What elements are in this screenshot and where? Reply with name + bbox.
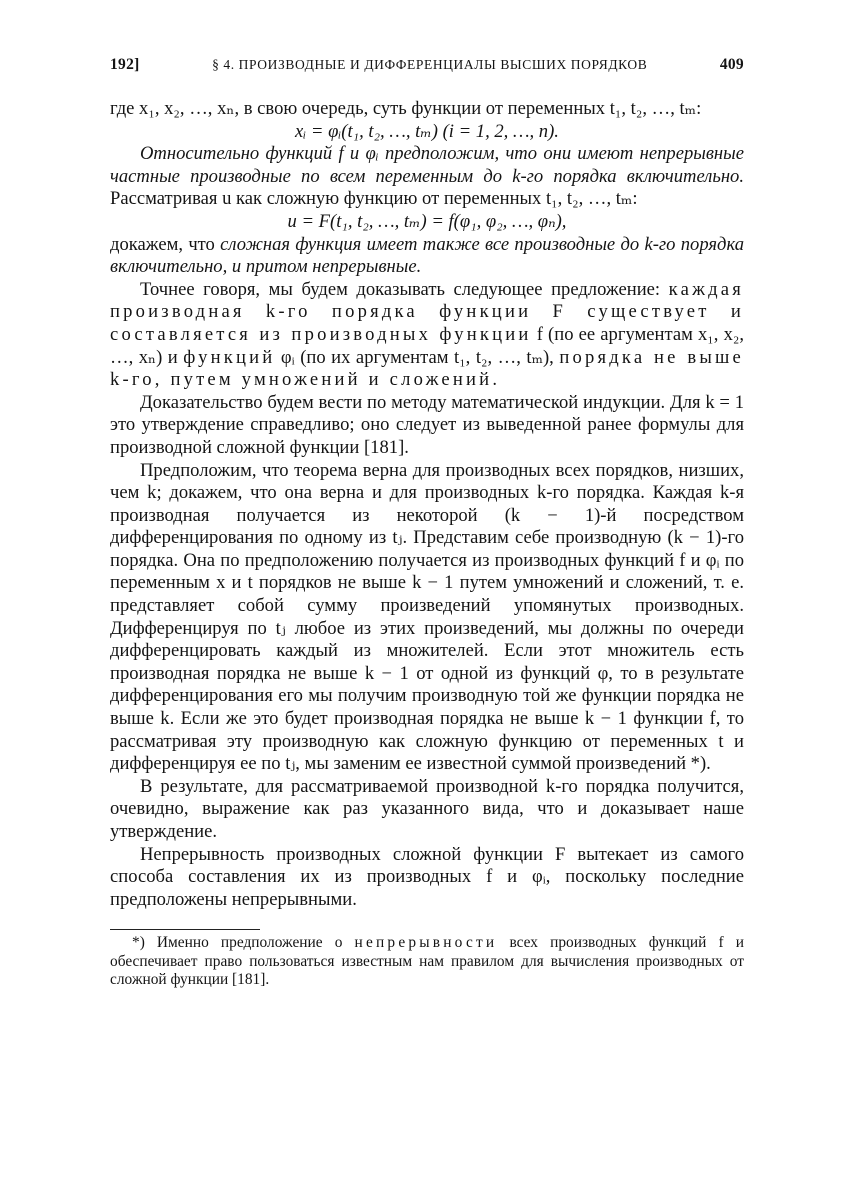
paragraph-8: Непрерывность производных сложной функции F вытекает из самого способа составления их из производных f и φᵢ, поскольку последние предположены непрерывными. xyxy=(110,843,744,910)
paragraph-4-spaced-d: функций xyxy=(183,346,276,368)
section-reference: 192] xyxy=(110,56,140,73)
paragraph-4-spaced-f: порядка не выше k-го, путем умножений и сложений. xyxy=(110,346,744,391)
paragraph-5: Доказательство будем вести по методу математической индукции. Для k = 1 это утверждение справедливо; оно следует из выведенной ранее формулы для производной сложной функции [181]. xyxy=(110,391,744,458)
paragraph-2 xyxy=(110,143,744,211)
footnote-a: *) Именно предположение о xyxy=(132,934,355,952)
paragraph-7: В результате, для рассматриваемой производной k-го порядка получится, очевидно, выражение как раз указанного вида, что и доказывает наше утверждение. xyxy=(110,775,744,842)
footnote xyxy=(110,934,744,989)
paragraph-3-start: докажем, что xyxy=(110,233,221,255)
page-number: 409 xyxy=(719,56,744,73)
footnote-c: всех производных функций f и обеспечивает право пользоваться известным нам правилом для вычисления производных от сложной функции [181]. xyxy=(110,934,744,988)
book-page xyxy=(110,56,744,989)
running-head xyxy=(110,56,744,84)
paragraph-6: Предположим, что теорема верна для производных всех порядков, низших, чем k; докажем, что она верна и для производных k-го порядка. Каждая k-я производная получается из некоторой (k − 1)-й посредством дифференцирования по одному из tⱼ. Представим себе производную (k − 1)-го порядка. Она по предположению получается из производных функций f и φᵢ по переменным x и t порядков не выше k − 1 путем умножений и сложений, т. е. представляет собой сумму произведений упомянутых производных. Дифференцируя по tⱼ любое из этих произведений, мы должны по очереди дифференцировать каждый из множителей. Если этот множитель есть производная порядка не выше k − 1 от одной из функций φ, то в результате дифференцирования его мы получим производную той же функции порядка не выше k. Если же это будет производная порядка не выше k − 1 функции f, то рассматривая эту производную как сложную функцию от переменных t и дифференцируя ее по tⱼ, мы заменим ее известной суммой произведений *). xyxy=(110,459,744,775)
footnote-spaced-word: непрерывности xyxy=(354,934,498,952)
paragraph-2-rest: Рассматривая u как сложную функцию от переменных t₁, t₂, …, tₘ: xyxy=(110,188,638,210)
footnote-divider xyxy=(110,929,260,930)
paragraph-3 xyxy=(110,234,744,279)
main-text xyxy=(110,98,744,989)
paragraph-4-spaced-b: каждая производная k-го порядка функции F существует и составляется из производных функции xyxy=(110,278,744,345)
paragraph-2-italic: Относительно функций f и φᵢ предположим, что они имеют непрерывные частные производные по всем переменным до k-го порядка включительно. xyxy=(110,143,744,187)
formula-1: xᵢ = φᵢ(t₁, t₂, …, tₘ) (i = 1, 2, …, n). xyxy=(295,120,559,142)
paragraph-1: где x₁, x₂, …, xₙ, в свою очередь, суть функции от переменных t₁, t₂, …, tₘ: xyxy=(110,98,702,119)
formula-2: u = F(t₁, t₂, …, tₘ) = f(φ₁, φ₂, …, φₙ), xyxy=(287,210,567,232)
chapter-title: § 4. ПРОИЗВОДНЫЕ И ДИФФЕРЕНЦИАЛЫ ВЫСШИХ ПОРЯДКОВ xyxy=(212,57,648,72)
paragraph-4-c: f (по ее аргументам x₁, x₂, …, xₙ) и xyxy=(110,323,745,368)
paragraph-4 xyxy=(110,279,744,392)
paragraph-3-italic: сложная функция имеет также все производные до k-го порядка включительно, и притом непрерывные. xyxy=(110,233,744,278)
paragraph-4-e: φᵢ (по их аргументам t₁, t₂, …, tₘ), xyxy=(275,346,560,368)
paragraph-4-a: Точнее говоря, мы будем доказывать следующее предложение: xyxy=(140,278,669,300)
